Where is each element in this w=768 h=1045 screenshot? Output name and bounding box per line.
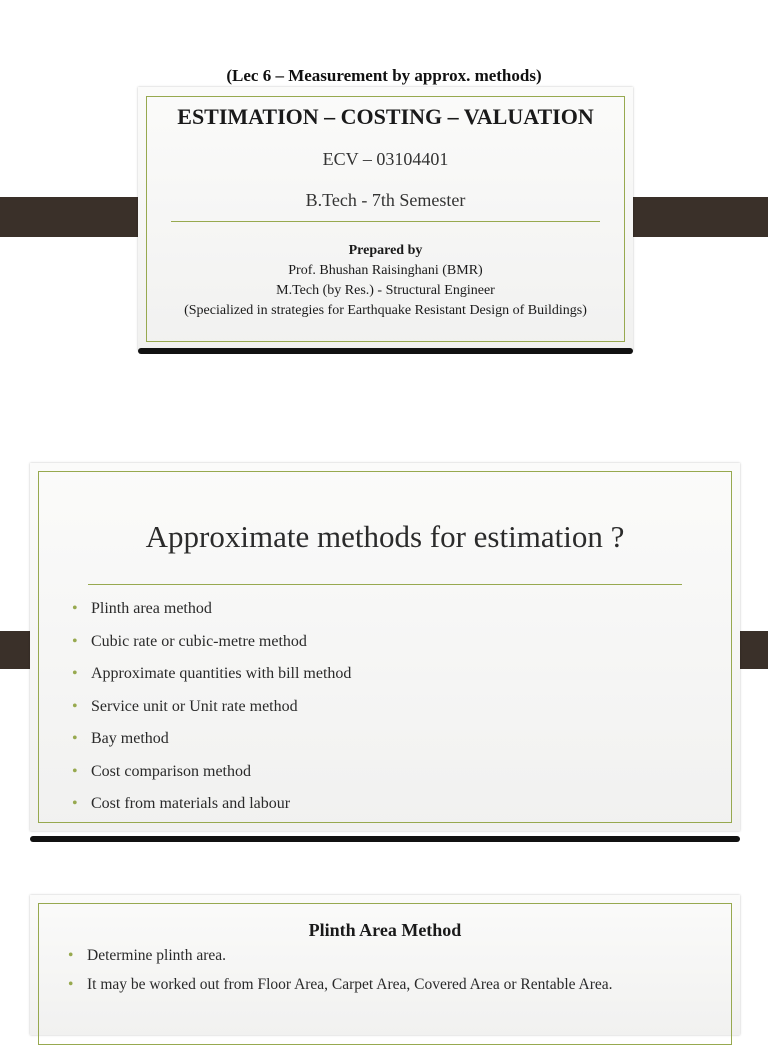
plinth-list <box>68 945 708 1003</box>
title-divider <box>171 221 600 222</box>
title-slide <box>138 87 633 351</box>
lecture-caption: (Lec 6 – Measurement by approx. methods) <box>226 66 542 85</box>
slide1-shadow <box>138 348 633 354</box>
slide2-shadow <box>30 836 740 842</box>
slide1-left-tab <box>0 197 155 237</box>
author-specialization: (Specialized in strategies for Earthquake Resistant Design of Buildings) <box>184 303 587 318</box>
list-item: • Cost comparison method <box>72 760 692 793</box>
plinth-area-slide <box>30 895 740 1035</box>
title-divider <box>88 584 682 585</box>
methods-slide <box>30 463 740 831</box>
author-qualification: M.Tech (by Res.) - Structural Engineer <box>276 283 495 298</box>
list-item: • Plinth area method <box>72 597 692 630</box>
list-item: • Determine plinth area. <box>68 945 708 967</box>
author-block <box>138 241 633 321</box>
slide1-right-tab <box>613 197 768 237</box>
course-code: ECV – 03104401 <box>322 149 449 169</box>
slide-title: Approximate methods for estimation ? <box>145 519 625 554</box>
list-item: • Service unit or Unit rate method <box>72 695 692 728</box>
author-name: Prof. Bhushan Raisinghani (BMR) <box>288 263 483 278</box>
methods-list <box>72 597 692 825</box>
course-title: ESTIMATION – COSTING – VALUATION <box>177 104 594 129</box>
slide-title: Plinth Area Method <box>308 920 462 940</box>
list-item: • Cubic rate or cubic-metre method <box>72 630 692 663</box>
list-item: • Cost from materials and labour <box>72 792 692 825</box>
prepared-by-label: Prepared by <box>348 243 423 258</box>
list-item: • Bay method <box>72 727 692 760</box>
list-item: • Approximate quantities with bill method <box>72 662 692 695</box>
list-item: • It may be worked out from Floor Area, Carpet Area, Covered Area or Rentable Area. <box>68 974 708 996</box>
semester-label: B.Tech - 7th Semester <box>305 190 466 210</box>
